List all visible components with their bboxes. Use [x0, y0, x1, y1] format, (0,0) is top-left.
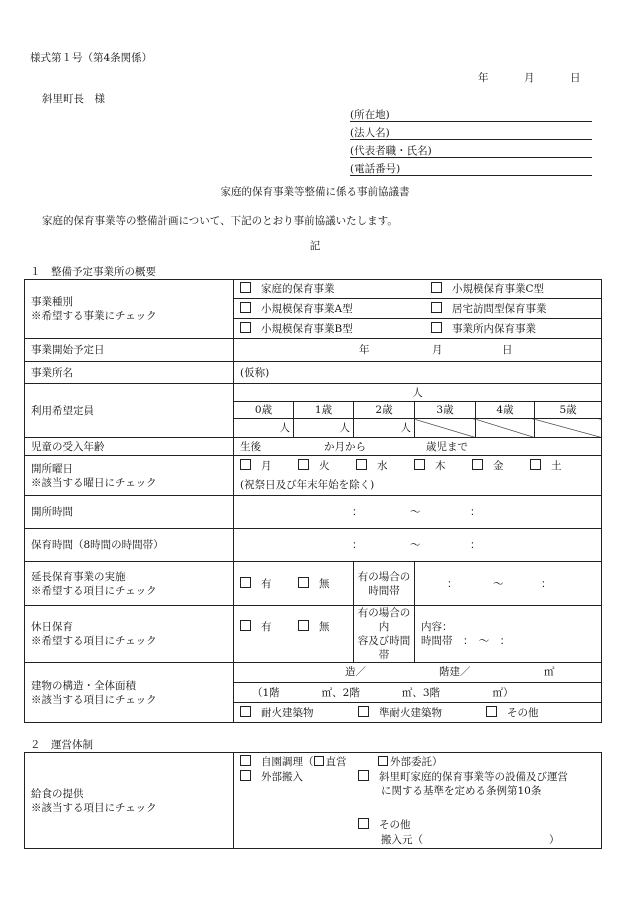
section1-title: １ 整備予定事業所の概要: [30, 266, 156, 278]
if-yes-line1: 有の場合の内: [357, 607, 411, 633]
extended-label: 延長保育事業の実施: [31, 570, 126, 583]
meals-note: ※該当する項目にチェック: [31, 801, 157, 814]
holiday-choice: [234, 606, 354, 663]
meals-options: [234, 753, 602, 849]
open-hours-field[interactable]: [234, 496, 602, 529]
colon: ：: [470, 539, 481, 551]
capacity-total-field[interactable]: [234, 384, 602, 402]
day-tue[interactable]: 火: [298, 459, 330, 473]
holiday-care-label: 休日保育: [31, 621, 73, 633]
floors-text: 階建／: [439, 666, 471, 678]
age-2-header: 2歳: [354, 402, 415, 419]
checkbox[interactable]: [240, 770, 251, 781]
after-birth-text: 生後: [240, 441, 261, 453]
phone-line: [350, 161, 592, 176]
acceptance-age-field[interactable]: [234, 438, 602, 456]
open-days-field: [234, 456, 602, 496]
holiday-note: (祝祭日及び年末年始を除く): [240, 479, 375, 491]
form-number: 様式第１号（第4条関係）: [30, 52, 153, 64]
checkbox[interactable]: [431, 322, 442, 333]
meals-label-cell: [25, 753, 234, 849]
age-5-header: 5歳: [535, 402, 602, 419]
business-type-row2: [234, 299, 602, 319]
opt-meals-other[interactable]: その他: [358, 818, 411, 832]
day-thu[interactable]: 木: [414, 459, 446, 473]
age-4-disabled: [476, 419, 535, 438]
start-day: 日: [502, 344, 513, 356]
tilde: ～: [410, 539, 421, 551]
outsourced-checkbox[interactable]: [378, 756, 388, 766]
checkbox[interactable]: [431, 302, 442, 313]
extended-time-field[interactable]: [415, 562, 602, 606]
direct-checkbox[interactable]: [314, 756, 324, 766]
start-date-label: 事業開始予定日: [25, 339, 234, 362]
checkbox[interactable]: [472, 459, 483, 470]
checkbox[interactable]: [358, 818, 369, 829]
day-fri[interactable]: 金: [472, 459, 504, 473]
building-label: 建物の構造・全体面積: [31, 679, 136, 692]
document-title: 家庭的保育事業等整備に係る事前協議書: [220, 186, 410, 198]
open-days-label-cell: [25, 456, 234, 496]
checkbox[interactable]: [414, 459, 425, 470]
colon: ：: [541, 578, 552, 590]
checkbox[interactable]: [240, 282, 251, 293]
checkbox[interactable]: [240, 706, 251, 717]
extended-if-yes-label: [354, 562, 415, 606]
care-hours-field[interactable]: [234, 529, 602, 562]
opt-semi-fireproof[interactable]: 準耐火建築物: [358, 706, 442, 720]
date-year: 年: [478, 72, 489, 84]
business-type-row3: [234, 319, 602, 339]
office-name-field[interactable]: (仮称): [234, 362, 602, 384]
checkbox[interactable]: [298, 577, 309, 588]
checkbox[interactable]: [240, 302, 251, 313]
intro-text: 家庭的保育事業等の整備計画について、下記のとおり事前協議いたします。: [42, 215, 398, 227]
phone-label: (電話番号): [350, 163, 401, 175]
extended-note: ※希望する項目にチェック: [31, 584, 157, 597]
checkbox[interactable]: [240, 322, 251, 333]
building-note: ※該当する項目にチェック: [31, 693, 157, 706]
capacity-label: 利用希望定員: [25, 384, 234, 438]
checkbox[interactable]: [530, 459, 541, 470]
holiday-yes[interactable]: 有: [240, 620, 272, 634]
age-3-header: 3歳: [415, 402, 476, 419]
date-month: 月: [524, 72, 535, 84]
if-yes-line1: 有の場合の: [357, 570, 411, 583]
capacity-unit: 人: [412, 386, 423, 399]
meals-label: 給食の提供: [31, 787, 84, 800]
floor-area-field[interactable]: [234, 683, 602, 703]
checkbox[interactable]: [431, 282, 442, 293]
age-1-field[interactable]: 人: [294, 419, 354, 438]
colon: ：: [352, 506, 363, 518]
corp-name-label: (法人名): [350, 127, 390, 139]
age-3-disabled: [415, 419, 476, 438]
opt-home-visit[interactable]: 居宅訪問型保育事業: [431, 302, 547, 316]
representative-line: [350, 143, 592, 158]
checkbox[interactable]: [240, 620, 251, 631]
checkbox[interactable]: [358, 770, 369, 781]
day-mon[interactable]: 月: [240, 459, 272, 473]
business-type-label-cell: [25, 280, 234, 339]
structure-text: 造／: [345, 666, 366, 678]
office-name-label: 事業所名: [25, 362, 234, 384]
address-line: [350, 107, 592, 122]
tilde: ～: [493, 578, 504, 590]
opt-katei[interactable]: 家庭的保育事業: [240, 282, 335, 296]
business-type-label: 事業種別: [31, 296, 73, 308]
holiday-if-yes-label: [354, 606, 415, 663]
checkbox[interactable]: [356, 459, 367, 470]
opt-workplace[interactable]: 事業所内保育事業: [431, 322, 536, 336]
address-label: (所在地): [350, 109, 390, 121]
colon: ：: [447, 578, 458, 590]
age-2-field[interactable]: 人: [354, 419, 415, 438]
start-date-field[interactable]: [234, 339, 602, 362]
opt-small-c[interactable]: 小規模保育事業C型: [431, 282, 544, 296]
extended-label-cell: [25, 562, 234, 606]
business-type-row1: [234, 280, 602, 299]
ordinance-line2: に関する基準を定める条例第10条: [381, 785, 542, 797]
content-label: 内容：: [421, 621, 453, 633]
age-1-header: 1歳: [294, 402, 354, 419]
extended-yes[interactable]: 有: [240, 577, 272, 591]
time-label: 時間帯 ： ～ ：: [421, 635, 511, 647]
checkbox[interactable]: [240, 459, 251, 470]
day-wed[interactable]: 水: [356, 459, 388, 473]
opt-other[interactable]: その他: [486, 706, 539, 720]
sqm-text: ㎡: [544, 666, 555, 678]
checkbox[interactable]: [298, 459, 309, 470]
business-type-note: ※希望する事業にチェック: [31, 310, 157, 322]
addressee: 斜里町長 様: [42, 93, 105, 105]
months-from-text: か月から: [324, 441, 366, 453]
building-structure-field[interactable]: [234, 663, 602, 683]
opt-self-cooking[interactable]: 自園調理（ 直営 外部委託）: [240, 755, 443, 769]
opt-small-b[interactable]: 小規模保育事業B型: [240, 322, 353, 336]
floor-area-text: （1階 ㎡、2階 ㎡、3階 ㎡）: [252, 687, 514, 699]
colon: ：: [470, 506, 481, 518]
if-yes-line2: 容及び時間帯: [357, 635, 411, 661]
colon: ：: [352, 539, 363, 551]
date-day: 日: [570, 72, 581, 84]
tilde: ～: [410, 506, 421, 518]
open-days-note: ※該当する曜日にチェック: [31, 476, 157, 489]
start-year: 年: [359, 344, 370, 356]
opt-external[interactable]: 外部搬入: [240, 770, 303, 784]
holiday-care-note: ※希望する項目にチェック: [31, 635, 157, 647]
if-yes-line2: 時間帯: [368, 584, 400, 597]
source-field[interactable]: 搬入元（ ）: [381, 834, 560, 846]
ki-heading: 記: [309, 240, 321, 252]
holiday-detail-field[interactable]: [415, 606, 602, 663]
acceptance-age-label: 児童の受入年齢: [25, 438, 234, 456]
open-days-label: 開所曜日: [31, 462, 73, 475]
extended-choice: [234, 562, 354, 606]
checkbox[interactable]: [240, 577, 251, 588]
day-sat[interactable]: 土: [530, 459, 562, 473]
opt-fireproof[interactable]: 耐火建築物: [240, 706, 314, 720]
checkbox[interactable]: [298, 620, 309, 631]
extended-no[interactable]: 無: [298, 577, 330, 591]
building-label-cell: [25, 663, 234, 723]
age-0-header: 0歳: [234, 402, 294, 419]
opt-small-a[interactable]: 小規模保育事業A型: [240, 302, 353, 316]
holiday-care-label-cell: [25, 606, 234, 663]
until-text: 歳児まで: [426, 441, 468, 453]
section2-title: ２ 運営体制: [30, 739, 93, 751]
building-type-field: [234, 703, 602, 723]
representative-label: (代表者職・氏名): [350, 145, 432, 157]
operation-table: [24, 752, 602, 849]
age-4-header: 4歳: [476, 402, 535, 419]
open-hours-label: 開所時間: [25, 496, 234, 529]
holiday-no[interactable]: 無: [298, 620, 330, 634]
opt-ordinance[interactable]: 斜里町家庭的保育事業等の設備及び運営: [358, 770, 568, 784]
age-0-field[interactable]: 人: [234, 419, 294, 438]
age-5-disabled: [535, 419, 602, 438]
checkbox[interactable]: [486, 706, 497, 717]
start-month: 月: [432, 344, 443, 356]
overview-table: [24, 279, 602, 723]
checkbox[interactable]: [240, 755, 251, 766]
corp-name-line: [350, 125, 592, 140]
checkbox[interactable]: [358, 706, 369, 717]
care-hours-label: 保育時間（8時間の時間帯）: [25, 529, 234, 562]
